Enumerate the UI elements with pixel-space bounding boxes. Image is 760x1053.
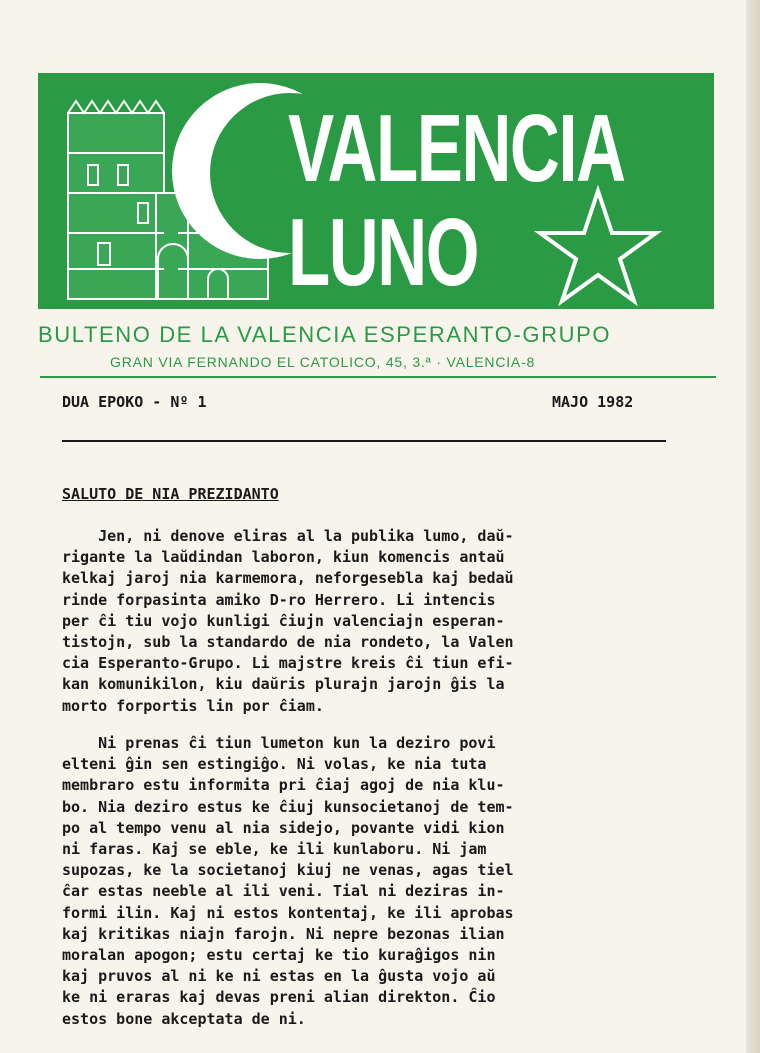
text-line: ni faras. Kaj se eble, ke ili kunlaboru. Ni jam	[62, 840, 487, 859]
text-line: tistojn, sub la standardo de nia rondeto, la Valen	[62, 633, 514, 652]
text-line: bo. Nia deziro estus ke ĉiuj kunsocietanoj de tem-	[62, 797, 514, 816]
text-line: moralan apogon; estu certaj ke tio kuraĝigos nin	[62, 946, 496, 965]
page-edge	[746, 0, 760, 1053]
text-line: ke ni eraras kaj devas preni alian direkton. Ĉio	[62, 988, 496, 1007]
text-line: Jen, ni denove eliras al la publika lumo, daŭ-	[62, 527, 514, 545]
text-line: kaj pruvos al ni ke ni estas en la ĝusta vojo aŭ	[62, 967, 496, 986]
text-line: formi ilin. Kaj ni estos kontentaj, ke ili aprobas	[62, 903, 514, 922]
text-line: po al tempo venu al nia sidejo, povante vidi kion	[62, 818, 505, 837]
group-address: GRAN VIA FERNANDO EL CATOLICO, 45, 3.ª · VALENCIA-8	[110, 354, 536, 370]
text-line: Ni prenas ĉi tiun lumeton kun la deziro povi	[62, 734, 496, 752]
text-line: kaj kritikas niajn farojn. Ni nepre bezonas ilian	[62, 924, 505, 943]
issue-number: DUA EPOKO - Nº 1	[62, 393, 207, 411]
text-line: ĉar estas neeble al ili veni. Tial ni deziras in-	[62, 882, 505, 901]
section-divider	[62, 440, 666, 442]
bulletin-subtitle: BULTENO DE LA VALENCIA ESPERANTO-GRUPO	[38, 322, 612, 347]
text-line: morto forportis lin por ĉiam.	[62, 696, 324, 715]
text-line: membraro estu informita pri ĉiaj agoj de nia klu-	[62, 776, 505, 795]
article-heading: SALUTO DE NIA PREZIDANTO	[62, 485, 279, 503]
text-line: estos bone akceptata de ni.	[62, 1009, 306, 1028]
star-icon	[540, 191, 656, 301]
masthead-title-line1: VALENCIA	[288, 95, 625, 202]
text-line: per ĉi tiu vojo kunligi ĉiujn valenciajn esperan-	[62, 611, 505, 630]
text-line: supozas, ke la societanoj kiuj ne venas, agas tiel	[62, 861, 514, 880]
issue-date: MAJO 1982	[552, 393, 634, 411]
text-line: rigante la laŭdindan laboron, kiun komencis antaŭ	[62, 548, 505, 567]
text-line: elteni ĝin sen estingiĝo. Ni volas, ke nia tuta	[62, 755, 487, 774]
article-paragraph-1	[62, 526, 702, 717]
text-line: kelkaj jaroj nia karmemora, neforgesebla kaj bedaŭ	[62, 569, 514, 588]
masthead-title-line2: LUNO	[288, 199, 479, 306]
text-line: cia Esperanto-Grupo. Li majstre kreis ĉi tiun efi-	[62, 654, 514, 673]
article-paragraph-2	[62, 733, 702, 1030]
text-line: rinde forpasinta amiko D-ro Herrero. Li intencis	[62, 590, 496, 609]
text-line: kan komunikilon, kiu daŭris plurajn jarojn ĝis la	[62, 675, 505, 694]
header-divider	[40, 376, 716, 378]
masthead-banner	[38, 73, 714, 309]
